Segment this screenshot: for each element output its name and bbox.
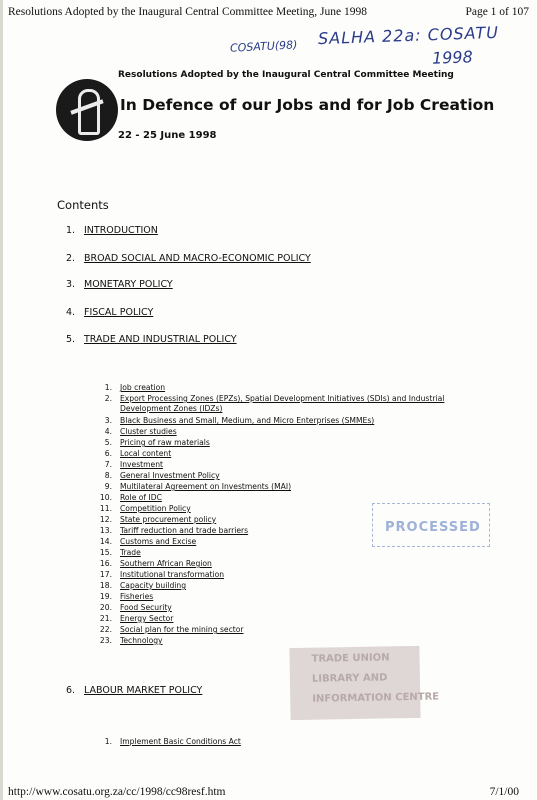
stamp-text: INFORMATION CENTRE: [312, 691, 440, 705]
sub-toc-number: 17.: [99, 570, 112, 579]
sub-toc-number: 12.: [99, 515, 112, 524]
sub-toc-item[interactable]: [90, 537, 196, 548]
sub-toc-item[interactable]: [90, 570, 224, 581]
sub-toc-number: 21.: [99, 614, 112, 623]
stamp-text: PROCESSED: [385, 520, 481, 535]
sub-toc-link[interactable]: Food Security: [120, 603, 172, 612]
handwritten-note: COSATU(98): [229, 38, 298, 55]
toc-number: 5.: [66, 334, 76, 345]
toc-link[interactable]: LABOUR MARKET POLICY: [84, 685, 203, 696]
toc-item[interactable]: [66, 279, 173, 290]
sub-toc-number: 6.: [104, 449, 112, 458]
sub-toc-link[interactable]: Implement Basic Conditions Act: [120, 737, 241, 746]
sub-toc-link[interactable]: Local content: [120, 449, 172, 458]
header-page-number: Page 1 of 107: [465, 6, 529, 18]
sub-toc-number: 1.: [104, 383, 112, 392]
sub-toc-link[interactable]: Energy Sector: [120, 614, 174, 623]
sub-toc-item[interactable]: [90, 526, 248, 537]
footer-url: http://www.cosatu.org.za/cc/1998/cc98resf.htm: [8, 786, 226, 798]
sub-toc-number: 8.: [104, 471, 112, 480]
sub-toc-number: 5.: [104, 438, 112, 447]
header-title: Resolutions Adopted by the Inaugural Central Committee Meeting, June 1998: [8, 6, 367, 18]
sub-toc-link[interactable]: General Investment Policy: [120, 471, 220, 480]
sub-toc-number: 23.: [99, 636, 112, 645]
sub-toc-link[interactable]: Multilateral Agreement on Investments (MAI): [120, 482, 292, 491]
sub-toc-link[interactable]: Institutional transformation: [120, 570, 225, 579]
contents-heading: Contents: [57, 198, 109, 212]
sub-toc-number: 4.: [104, 427, 112, 436]
toc-item[interactable]: [66, 685, 202, 696]
toc-number: 1.: [66, 225, 76, 236]
toc-number: 2.: [66, 253, 76, 264]
sub-toc-item[interactable]: [90, 460, 163, 471]
sub-toc-link[interactable]: Investment: [120, 460, 164, 469]
sub-toc-link[interactable]: Fisheries: [120, 592, 154, 601]
sub-toc-item[interactable]: [90, 416, 374, 427]
sub-toc-item[interactable]: [90, 592, 153, 603]
sub-toc-link[interactable]: Development Zones (IDZs): [120, 404, 223, 413]
sub-toc-item[interactable]: [90, 603, 172, 614]
sub-toc-item[interactable]: [90, 559, 212, 570]
sub-toc-link[interactable]: Capacity building: [120, 581, 187, 590]
sub-toc-number: 18.: [99, 581, 112, 590]
sub-toc-link[interactable]: Black Business and Small, Medium, and Micro Enterprises (SMMEs): [120, 416, 375, 425]
sub-toc-number: 11.: [99, 504, 112, 513]
sub-toc-number: 3.: [104, 416, 112, 425]
sub-toc-link[interactable]: Competition Policy: [120, 504, 191, 513]
sub-toc-number: 19.: [99, 592, 112, 601]
sub-toc-link[interactable]: Southern African Region: [120, 559, 212, 568]
sub-toc-item[interactable]: [90, 636, 163, 647]
toc-number: 4.: [66, 307, 76, 318]
toc-item[interactable]: [66, 307, 153, 318]
toc-link[interactable]: TRADE AND INDUSTRIAL POLICY: [84, 334, 237, 345]
sub-toc-link[interactable]: Tariff reduction and trade barriers: [120, 526, 249, 535]
sub-toc-link[interactable]: Customs and Excise: [120, 537, 197, 546]
sub-toc-number: 22.: [99, 625, 112, 634]
toc-number: 3.: [66, 279, 76, 290]
sub-toc-item[interactable]: [90, 394, 445, 413]
stamp-text: LIBRARY AND: [311, 672, 388, 685]
sub-toc-link[interactable]: Technology: [120, 636, 163, 645]
sub-toc-number: 13.: [99, 526, 112, 535]
doc-subtitle: Resolutions Adopted by the Inaugural Central Committee Meeting: [118, 70, 454, 80]
toc-link[interactable]: MONETARY POLICY: [84, 279, 173, 290]
sub-toc-item[interactable]: [90, 515, 216, 526]
sub-toc-link[interactable]: Trade: [120, 548, 141, 557]
sub-toc-item[interactable]: [90, 581, 186, 592]
sub-toc-item[interactable]: [90, 504, 191, 515]
toc-item[interactable]: [66, 225, 158, 236]
sub-toc-number: 2.: [104, 394, 112, 403]
page-edge: [0, 0, 3, 800]
toc-link[interactable]: FISCAL POLICY: [84, 307, 154, 318]
stamp-text: TRADE UNION: [311, 652, 390, 665]
sub-toc-number: 16.: [99, 559, 112, 568]
sub-toc-link[interactable]: Export Processing Zones (EPZs), Spatial Development Initiatives (SDIs) and Industrial: [120, 394, 445, 403]
sub-toc-link[interactable]: Cluster studies: [120, 427, 177, 436]
sub-toc-link[interactable]: Pricing of raw materials: [120, 438, 210, 447]
sub-toc-item[interactable]: [90, 548, 141, 559]
sub-toc-number: 20.: [99, 603, 112, 612]
toc-link[interactable]: BROAD SOCIAL AND MACRO-ECONOMIC POLICY: [84, 253, 311, 264]
doc-date: 22 - 25 June 1998: [118, 130, 217, 141]
sub-toc-item[interactable]: [90, 383, 165, 394]
processed-stamp: [372, 503, 490, 547]
sub-toc-number: 14.: [99, 537, 112, 546]
sub-toc-number: 7.: [104, 460, 112, 469]
sub-toc-number: 1.: [104, 737, 112, 746]
sub-toc-item[interactable]: [90, 449, 171, 460]
archive-stamp: [289, 646, 440, 720]
sub-toc-item[interactable]: [90, 438, 210, 449]
sub-toc-link[interactable]: State procurement policy: [120, 515, 217, 524]
sub-toc-link[interactable]: Social plan for the mining sector: [120, 625, 244, 634]
sub-toc-item[interactable]: [90, 737, 241, 748]
cosatu-logo: [56, 79, 118, 141]
sub-toc-item[interactable]: [90, 471, 220, 482]
sub-toc-number: 9.: [104, 482, 112, 491]
sub-toc-item[interactable]: [90, 427, 177, 438]
sub-toc-link[interactable]: Job creation: [120, 383, 166, 392]
sub-toc-link[interactable]: Role of IDC: [120, 493, 162, 502]
toc-number: 6.: [66, 685, 76, 696]
doc-title: In Defence of our Jobs and for Job Creation: [120, 96, 495, 114]
handwritten-archive-ref: SALHA 22a: COSATU: [317, 22, 500, 49]
handwritten-year: 1998: [431, 47, 474, 68]
sub-toc-item[interactable]: [90, 482, 291, 493]
toc-item[interactable]: [66, 253, 311, 264]
sub-toc-item[interactable]: [90, 614, 173, 625]
sub-toc-number: 10.: [99, 493, 112, 502]
sub-toc-item[interactable]: [90, 625, 244, 636]
footer-date: 7/1/00: [489, 786, 519, 798]
sub-toc-item[interactable]: [90, 493, 162, 504]
toc-link[interactable]: INTRODUCTION: [84, 225, 158, 236]
sub-toc-number: 15.: [99, 548, 112, 557]
toc-item[interactable]: [66, 334, 237, 345]
